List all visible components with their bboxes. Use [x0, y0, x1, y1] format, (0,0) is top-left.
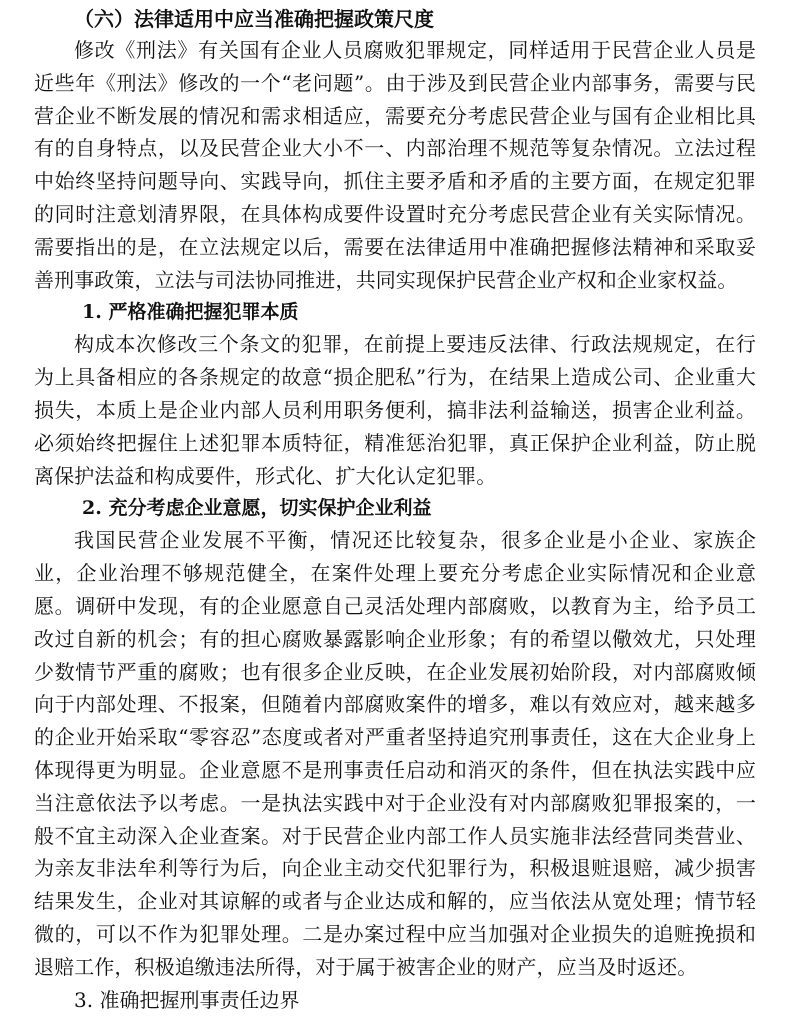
section-heading: （六）法律适用中应当准确把握政策尺度: [74, 7, 434, 31]
document-page: [34, 4, 756, 1012]
next-heading-fragment: 3. 准确把握刑事责任边界: [74, 987, 300, 1012]
subsection-1-heading: 1. 严格准确把握犯罪本质: [82, 301, 299, 324]
subsection-1-paragraph: 构成本次修改三个条文的犯罪，在前提上要违反法律、行政法规规定，在行为上具备相应的各条规定的故意“损企肥私”行为，在结果上造成公司、企业重大损失，本质上是企业内部人员利用职务便利，搞非法利益输送，损害企业利益。必须始终把握住上述犯罪本质特征，精准惩治犯罪，真正保护企业利益，防止脱离保护法益和构成要件，形式化、扩大化认定犯罪。: [34, 332, 756, 488]
intro-paragraph: 修改《刑法》有关国有企业人员腐败犯罪规定，同样适用于民营企业人员是近些年《刑法》修改的一个“老问题”。由于涉及到民营企业内部事务，需要与民营企业不断发展的情况和需求相适应，需要充分考虑民营企业与国有企业相比具有的自身特点，以及民营企业大小不一、内部治理不规范等复杂情况。立法过程中始终坚持问题导向、实践导向，抓住主要矛盾和矛盾的主要方面，在规定犯罪的同时注意划清界限，在具体构成要件设置时充分考虑民营企业有关实际情况。需要指出的是，在立法规定以后，需要在法律适用中准确把握修法精神和采取妥善刑事政策，立法与司法协同推进，共同实现保护民营企业产权和企业家权益。: [34, 38, 756, 292]
subsection-2-heading: 2. 充分考虑企业意愿，切实保护企业利益: [82, 497, 432, 520]
subsection-2-paragraph: 我国民营企业发展不平衡，情况还比较复杂，很多企业是小企业、家族企业，企业治理不够规范健全，在案件处理上要充分考虑企业实际情况和企业意愿。调研中发现，有的企业愿意自己灵活处理内部腐败，以教育为主，给予员工改过自新的机会；有的担心腐败暴露影响企业形象；有的希望以儆效尤，只处理少数情节严重的腐败；也有很多企业反映，在企业发展初始阶段，对内部腐败倾向于内部处理、不报案，但随着内部腐败案件的增多，难以有效应对，越来越多的企业开始采取“零容忍”态度或者对严重者坚持追究刑事责任，这在大企业身上体现得更为明显。企业意愿不是刑事责任启动和消灭的条件，但在执法实践中应当注意依法予以考虑。一是执法实践中对于企业没有对内部腐败犯罪报案的，一般不宜主动深入企业查案。对于民营企业内部工作人员实施非法经营同类营业、为亲友非法牟利等行为后，向企业主动交代犯罪行为，积极退赃退赔，减少损害结果发生，企业对其谅解的或者与企业达成和解的，应当依法从宽处理；情节轻微的，可以不作为犯罪处理。二是办案过程中应当加强对企业损失的追赃挽损和退赔工作，积极追缴违法所得，对于属于被害企业的财产，应当及时返还。: [34, 528, 756, 979]
